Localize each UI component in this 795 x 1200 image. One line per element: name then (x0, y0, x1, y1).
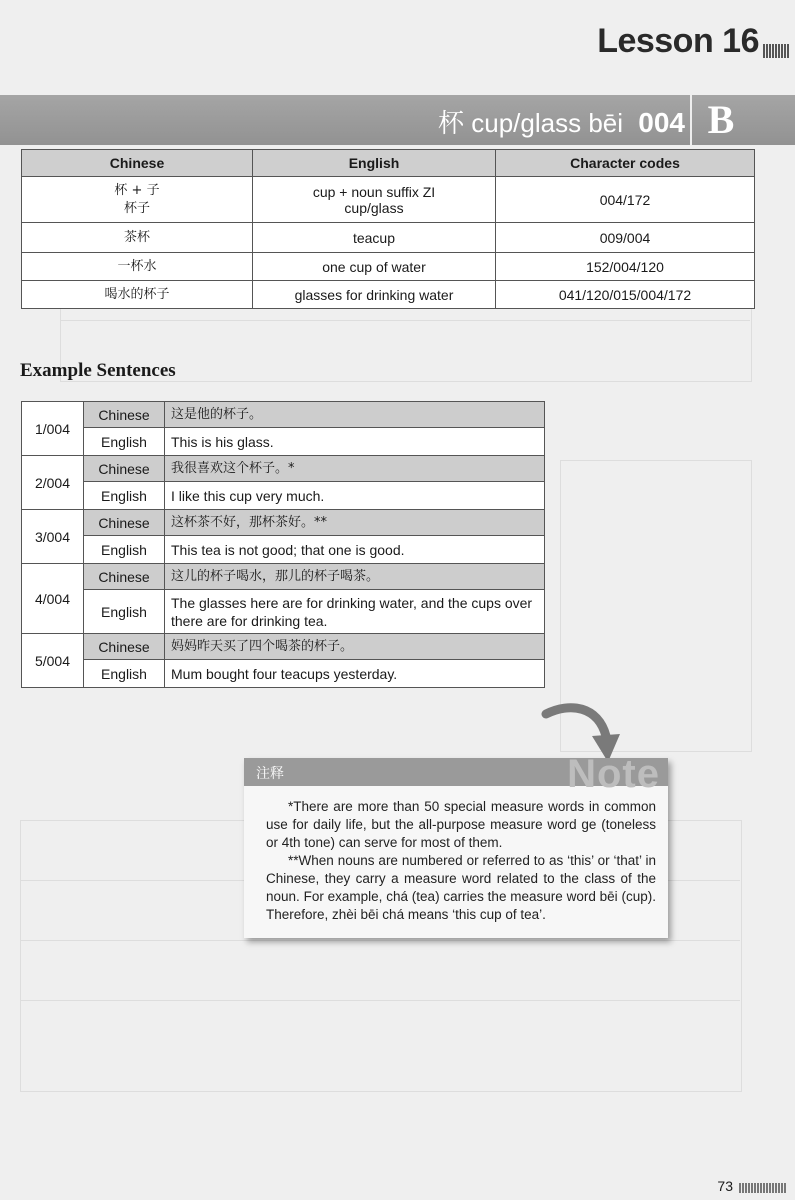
chinese-sentence: 我很喜欢这个杯子。* (165, 456, 545, 482)
table-row (22, 482, 545, 510)
table-row (22, 510, 545, 536)
example-number: 3/004 (22, 510, 84, 564)
vocab-codes-cell: 009/004 (496, 223, 755, 253)
banner-character: 杯 (438, 109, 465, 139)
language-label: English (84, 660, 165, 688)
note-box (244, 752, 668, 938)
example-sentences-table (21, 401, 545, 688)
vocab-chinese-cell: 茶杯 (22, 223, 253, 253)
chinese-sentence: 这是他的杯子。 (165, 402, 545, 428)
table-row (22, 634, 545, 660)
banner-letter: B (707, 97, 735, 142)
table-row (22, 402, 545, 428)
example-number: 2/004 (22, 456, 84, 510)
table-row (22, 660, 545, 688)
example-number: 4/004 (22, 564, 84, 634)
english-sentence: The glasses here are for drinking water, and the cups over there are for drinking tea. (165, 590, 545, 634)
language-label: English (84, 428, 165, 456)
note-body (266, 798, 656, 924)
page-number: 73 (717, 1178, 733, 1194)
note-header (244, 752, 668, 796)
vocab-chinese-cell (22, 177, 253, 223)
table-row (22, 223, 755, 253)
note-label: 注释 (256, 766, 284, 782)
vocab-chinese-line: 杯子 (123, 200, 150, 216)
vocab-header-chinese: Chinese (22, 150, 253, 177)
note-paragraph: **When nouns are numbered or referred to as ‘this’ or ‘that’ in Chinese, they carry a measure word related to the class of the noun. For example, chá (tea) carries the measure word bēi (cup). Therefore, zhèi bēi chá means ‘this cup of tea’. (266, 853, 656, 922)
chinese-sentence: 这杯茶不好，那杯茶好。** (165, 510, 545, 536)
language-label: English (84, 590, 165, 634)
vocab-english-line: cup/glass (344, 199, 404, 216)
vocab-chinese-line: 杯 + 子 (114, 182, 160, 198)
banner-heading (438, 103, 685, 140)
vocab-codes-cell: 152/004/120 (496, 253, 755, 281)
chinese-sentence: 妈妈昨天买了四个喝茶的杯子。 (165, 634, 545, 660)
language-label: Chinese (84, 634, 165, 660)
vocab-english-cell (253, 177, 496, 223)
language-label: Chinese (84, 510, 165, 536)
note-watermark: Note (567, 752, 660, 796)
table-row (22, 590, 545, 634)
english-sentence: Mum bought four teacups yesterday. (165, 660, 545, 688)
vocab-codes-cell: 041/120/015/004/172 (496, 281, 755, 309)
english-sentence: This tea is not good; that one is good. (165, 536, 545, 564)
banner-pinyin: bēi (588, 108, 624, 138)
vocab-header-english: English (253, 150, 496, 177)
note-paragraph: *There are more than 50 special measure words in common use for daily life, but the all-purpose measure word ge (toneless or 4th tone) can serve for most of them. (266, 799, 656, 850)
table-row (22, 536, 545, 564)
language-label: Chinese (84, 564, 165, 590)
banner-divider (690, 95, 692, 145)
vocab-english-line: cup + noun suffix ZI (312, 183, 436, 200)
table-row (22, 281, 755, 309)
chinese-sentence: 这儿的杯子喝水，那儿的杯子喝茶。 (165, 564, 545, 590)
banner-meaning: cup/glass (471, 108, 582, 138)
example-sentences-heading: Example Sentences (20, 360, 176, 381)
banner-code: 004 (638, 107, 685, 138)
vocabulary-table (21, 149, 755, 309)
example-number: 5/004 (22, 634, 84, 688)
table-row (22, 456, 545, 482)
vocab-header-codes: Character codes (496, 150, 755, 177)
footer-decoration (739, 1183, 787, 1193)
english-sentence: This is his glass. (165, 428, 545, 456)
language-label: Chinese (84, 402, 165, 428)
vocab-codes-cell: 004/172 (496, 177, 755, 223)
language-label: Chinese (84, 456, 165, 482)
vocab-header-row (22, 150, 755, 177)
vocab-chinese-cell: 一杯水 (22, 253, 253, 281)
table-row (22, 177, 755, 223)
vocab-english-cell: one cup of water (253, 253, 496, 281)
example-number: 1/004 (22, 402, 84, 456)
table-row (22, 253, 755, 281)
vocab-chinese-cell: 喝水的杯子 (22, 281, 253, 309)
header-decoration (763, 44, 789, 58)
vocab-english-cell: teacup (253, 223, 496, 253)
table-row (22, 428, 545, 456)
language-label: English (84, 482, 165, 510)
vocab-english-cell: glasses for drinking water (253, 281, 496, 309)
table-row (22, 564, 545, 590)
lesson-title: Lesson 16 (597, 22, 759, 60)
english-sentence: I like this cup very much. (165, 482, 545, 510)
language-label: English (84, 536, 165, 564)
